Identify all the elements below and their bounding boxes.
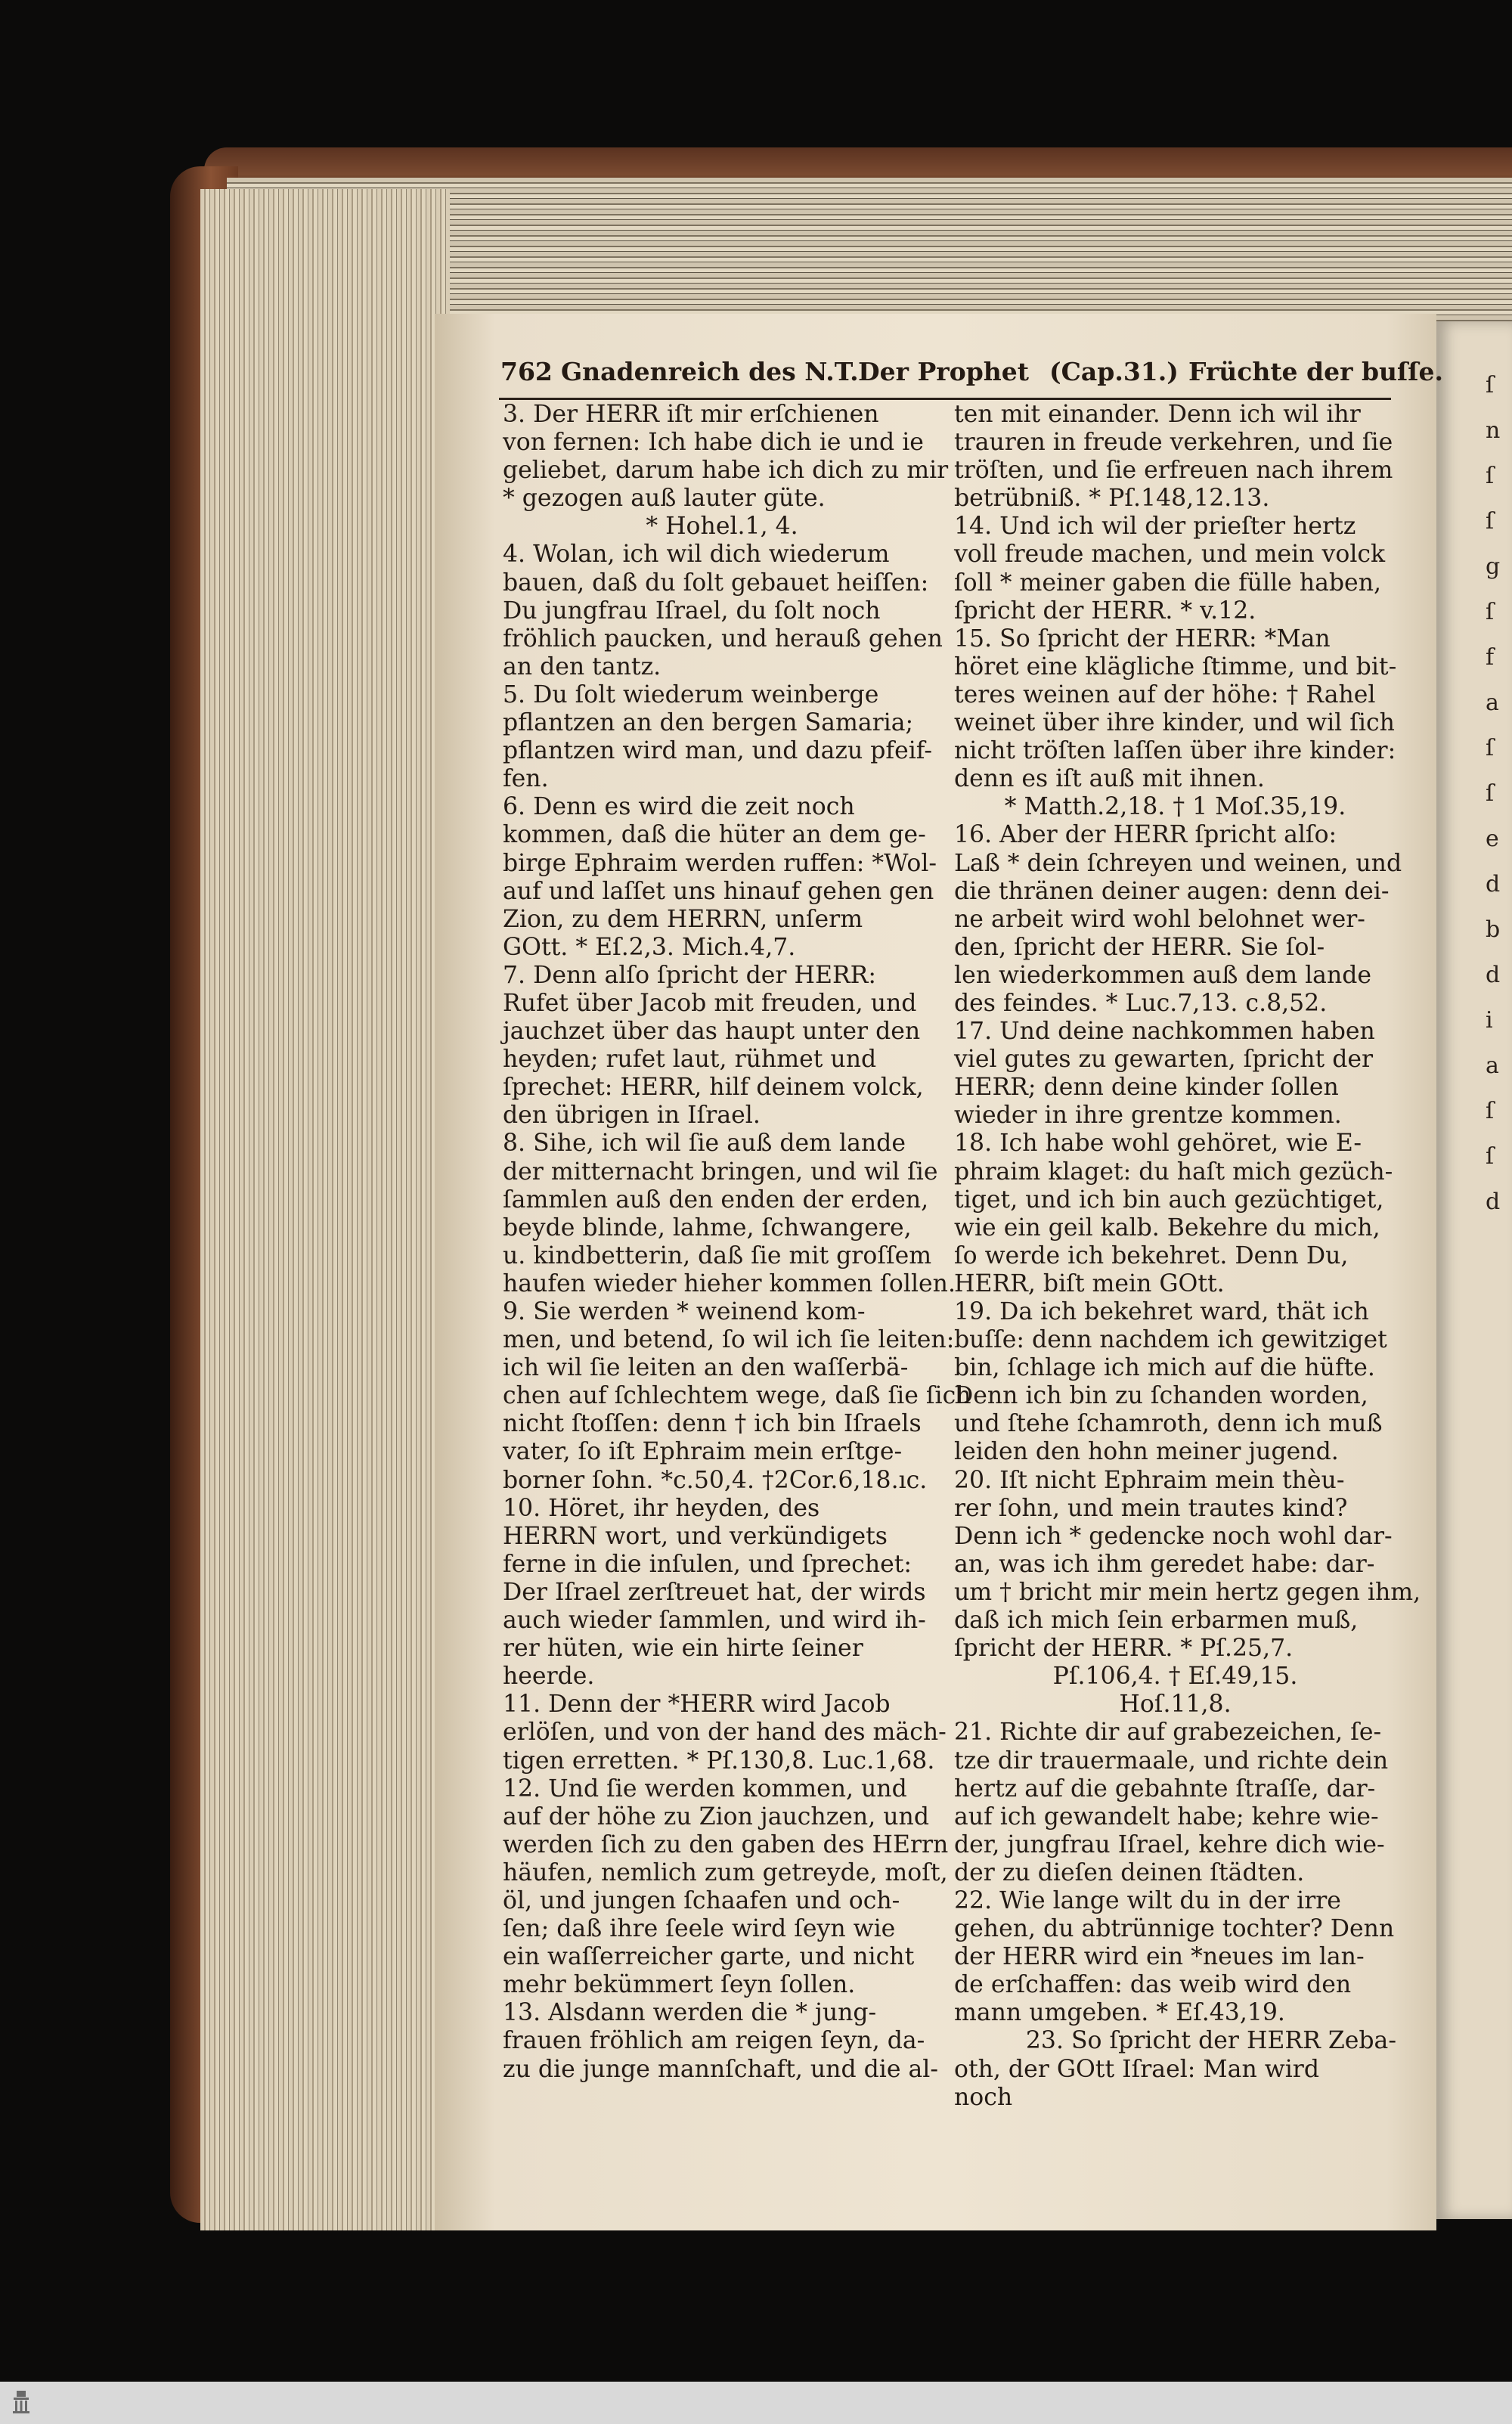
text-line: Hoſ.11,8. xyxy=(1119,1691,1232,1719)
margin-fragment: g xyxy=(1486,553,1501,580)
text-line: de erſchaffen: das weib wird den xyxy=(954,1971,1352,1999)
text-line: rer hüten, wie ein hirte ſeiner xyxy=(503,1635,863,1663)
text-line: 11. Denn der *HERR wird Jacob xyxy=(503,1691,891,1719)
margin-fragment: ſ xyxy=(1486,508,1495,535)
text-line: den, ſpricht der HERR. Sie ſol- xyxy=(954,933,1325,961)
text-line: von fernen: Ich habe dich ie und ie xyxy=(503,429,924,457)
text-line: phraim klaget: du haſt mich gezüch- xyxy=(954,1158,1393,1186)
text-line: 16. Aber der HERR ſpricht alſo: xyxy=(954,821,1337,849)
text-line: teres weinen auf der höhe: † Rahel xyxy=(954,680,1376,708)
text-line: fen. xyxy=(503,765,549,793)
text-line: 10. Höret, ihr heyden, des xyxy=(503,1494,820,1522)
text-line: * gezogen auß lauter güte. xyxy=(503,485,826,513)
text-line: 17. Und deine nachkommen haben xyxy=(954,1018,1375,1046)
text-line: len wiederkommen auß dem lande xyxy=(954,961,1372,989)
text-line: öl, und jungen ſchaafen und och- xyxy=(503,1886,900,1914)
text-line: ne arbeit wird wohl belohnet wer- xyxy=(954,905,1365,933)
text-line: heyden; rufet laut, rühmet und xyxy=(503,1046,877,1074)
text-line: der mitternacht bringen, und wil ſie xyxy=(503,1158,938,1186)
text-line: 23. So ſpricht der HERR Zeba- xyxy=(1025,2027,1396,2055)
text-line: viel gutes zu gewarten, ſpricht der xyxy=(954,1046,1374,1074)
text-line: HERR; denn deine kinder ſollen xyxy=(954,1074,1339,1102)
text-line: Du jungfrau Iſrael, du ſolt noch xyxy=(503,597,881,625)
margin-fragment: d xyxy=(1486,962,1501,988)
margin-fragment: ſ xyxy=(1486,599,1495,625)
text-line: Denn ich * gedencke noch wohl dar- xyxy=(954,1522,1393,1550)
text-line: 9. Sie werden * weinend kom- xyxy=(503,1298,866,1325)
text-line: den übrigen in Iſrael. xyxy=(503,1102,761,1130)
text-line: daß ich mich ſein erbarmen muß, xyxy=(954,1607,1359,1635)
text-line: frauen fröhlich am reigen ſeyn, da- xyxy=(503,2027,925,2055)
text-line: ſoll * meiner gaben die fülle haben, xyxy=(954,569,1382,597)
text-line: nicht ſtoſſen: denn † ich bin Iſraels xyxy=(503,1410,922,1438)
text-line: trauren in freude verkehren, und ſie xyxy=(954,429,1393,457)
margin-fragment: d xyxy=(1486,1189,1501,1215)
text-line: 3. Der HERR iſt mir erſchienen xyxy=(503,401,879,428)
text-line: 18. Ich habe wohl gehöret, wie E- xyxy=(954,1130,1362,1158)
text-line: vater, ſo iſt Ephraim mein erſtge- xyxy=(503,1438,903,1466)
text-line: ſprechet: HERR, hilf deinem volck, xyxy=(503,1074,924,1102)
text-line: und ſtehe ſchamroth, denn ich muß xyxy=(954,1410,1383,1438)
text-line: u. kindbetterin, daß ſie mit groſſem xyxy=(503,1241,932,1269)
margin-fragment: ſ xyxy=(1486,1098,1495,1124)
running-title-right: Früchte der buſſe. xyxy=(1188,357,1443,386)
running-title-left: Gnadenreich des N.T. xyxy=(561,357,859,386)
margin-fragment: a xyxy=(1486,1052,1499,1079)
viewer-bottom-bar xyxy=(0,2382,1512,2424)
page-number: 762 xyxy=(500,357,553,386)
text-line: Rufet über Jacob mit freuden, und xyxy=(503,989,917,1017)
text-line: ſo werde ich bekehret. Denn Du, xyxy=(954,1241,1349,1269)
text-line: tigen erretten. * Pſ.130,8. Luc.1,68. xyxy=(503,1747,935,1775)
margin-fragment: d xyxy=(1486,871,1501,897)
library-logo-icon xyxy=(6,2388,36,2421)
text-line: denn es iſt auß mit ihnen. xyxy=(954,765,1265,793)
text-line: 15. So ſpricht der HERR: *Man xyxy=(954,625,1331,652)
text-line: ſen; daß ihre ſeele wird ſeyn wie xyxy=(503,1915,896,1943)
text-line: fröhlich paucken, und herauß gehen xyxy=(503,625,943,652)
text-line: tröſten, und ſie erfreuen nach ihrem xyxy=(954,457,1393,485)
text-line: wie ein geil kalb. Bekehre du mich, xyxy=(954,1214,1380,1241)
text-line: 6. Denn es wird die zeit noch xyxy=(503,793,855,821)
text-line: men, und betend, ſo wil ich ſie leiten: xyxy=(503,1326,955,1354)
text-line: um † bricht mir mein hertz gegen ihm, xyxy=(954,1578,1421,1606)
text-line: mehr bekümmert ſeyn ſollen. xyxy=(503,1971,856,1999)
text-line: tiget, und ich bin auch gezüchtiget, xyxy=(954,1186,1384,1214)
text-line: pflantzen an den bergen Samaria; xyxy=(503,709,914,737)
text-line: ten mit einander. Denn ich wil ihr xyxy=(954,401,1361,428)
text-line: werden ſich zu den gaben des HErrn xyxy=(503,1830,949,1858)
text-line: 14. Und ich wil der prieſter hertz xyxy=(954,513,1356,541)
margin-fragment: ſ xyxy=(1486,735,1495,761)
margin-fragment: ſ xyxy=(1486,463,1495,489)
text-line: GOtt. * Eſ.2,3. Mich.4,7. xyxy=(503,933,796,961)
text-line: Zion, zu dem HERRN, unſerm xyxy=(503,905,863,933)
margin-fragment: a xyxy=(1486,690,1499,716)
margin-fragment: e xyxy=(1486,826,1499,852)
text-line: auf der höhe zu Zion jauchzen, und xyxy=(503,1803,929,1830)
text-line: 22. Wie lange wilt du in der irre xyxy=(954,1886,1341,1914)
text-line: an den tantz. xyxy=(503,652,662,680)
text-line: 12. Und ſie werden kommen, und xyxy=(503,1775,907,1803)
text-line: haufen wieder hieher kommen ſollen. xyxy=(503,1269,956,1297)
text-line: * Matth.2,18. † 1 Moſ.35,19. xyxy=(1004,793,1346,821)
text-line: beyde blinde, lahme, ſchwangere, xyxy=(503,1214,912,1241)
text-line: leiden den hohn meiner jugend. xyxy=(954,1438,1339,1466)
text-line: bin, ſchlage ich mich auf die hüfte. xyxy=(954,1354,1375,1382)
text-line: 19. Da ich bekehret ward, thät ich xyxy=(954,1298,1369,1325)
text-line: HERRN wort, und verkündigets xyxy=(503,1522,888,1550)
text-line: birge Ephraim werden ruffen: *Wol- xyxy=(503,849,937,877)
text-line: 4. Wolan, ich wil dich wiederum xyxy=(503,541,890,569)
margin-fragment: i xyxy=(1486,1007,1493,1034)
margin-fragment: ſ xyxy=(1486,372,1495,398)
text-line: die thränen deiner augen: denn dei- xyxy=(954,877,1390,905)
text-line: an, was ich ihm geredet habe: dar- xyxy=(954,1550,1375,1578)
text-line: 21. Richte dir auf grabezeichen, ſe- xyxy=(954,1719,1382,1747)
margin-fragment: f xyxy=(1486,644,1495,671)
text-line: ein waſſerreicher garte, und nicht xyxy=(503,1943,915,1971)
chapter-reference: (Cap.31.) xyxy=(1049,357,1179,386)
text-line: nicht tröſten laſſen über ihre kinder: xyxy=(954,737,1396,765)
text-line: kommen, daß die hüter an dem ge- xyxy=(503,821,926,849)
text-line: erlöſen, und von der hand des mäch- xyxy=(503,1719,947,1747)
text-line: auf ich gewandelt habe; kehre wie- xyxy=(954,1803,1379,1830)
text-line: auf und laſſet uns hinauf gehen gen xyxy=(503,877,934,905)
text-line: ſpricht der HERR. * Pſ.25,7. xyxy=(954,1635,1294,1663)
text-line: gehen, du abtrünnige tochter? Denn xyxy=(954,1915,1395,1943)
text-line: des feindes. * Luc.7,13. c.8,52. xyxy=(954,989,1328,1017)
text-line: voll freude machen, und mein volck xyxy=(954,541,1386,569)
margin-fragment: b xyxy=(1486,916,1501,943)
page-edges-left xyxy=(200,189,450,2230)
text-line: der zu dieſen deinen ſtädten. xyxy=(954,1858,1305,1886)
text-line: 7. Denn alſo ſpricht der HERR: xyxy=(503,961,876,989)
text-line: borner ſohn. *c.50,4. †2Cor.6,18.ıc. xyxy=(503,1466,928,1494)
text-line: buſſe: denn nachdem ich gewitziget xyxy=(954,1326,1387,1354)
text-line: bauen, daß du ſolt gebauet heiſſen: xyxy=(503,569,929,597)
text-line: oth, der GOtt Iſrael: Man wird xyxy=(954,2055,1320,2083)
text-line: auch wieder ſammlen, und wird ih- xyxy=(503,1607,926,1635)
margin-fragment: ſ xyxy=(1486,780,1495,807)
text-line: weinet über ihre kinder, und wil ſich xyxy=(954,709,1395,737)
text-line: hertz auf die gebahnte ſtraſſe, dar- xyxy=(954,1775,1376,1803)
text-line: höret eine klägliche ſtimme, und bit- xyxy=(954,652,1397,680)
text-line: ich wil ſie leiten an den waſſerbä- xyxy=(503,1354,909,1382)
text-line: rer ſohn, und mein trautes kind? xyxy=(954,1494,1348,1522)
text-line: wieder in ihre grentze kommen. xyxy=(954,1102,1342,1130)
text-line: geliebet, darum habe ich dich zu mir xyxy=(503,457,949,485)
text-line: ferne in die inſulen, und ſprechet: xyxy=(503,1550,912,1578)
text-line: 13. Alsdann werden die * jung- xyxy=(503,1999,877,2027)
text-line: häufen, nemlich zum getreyde, moſt, xyxy=(503,1858,948,1886)
text-line: pflantzen wird man, und dazu pfeif- xyxy=(503,737,932,765)
text-line: jauchzet über das haupt unter den xyxy=(503,1018,921,1046)
text-line: heerde. xyxy=(503,1663,595,1691)
margin-fragment: ſ xyxy=(1486,1143,1495,1170)
text-line: chen auf ſchlechtem wege, daß ſie ſich xyxy=(503,1382,971,1410)
text-line: ſpricht der HERR. * v.12. xyxy=(954,597,1256,625)
facing-page-margin-text xyxy=(1486,363,1512,1225)
text-line: der HERR wird ein *neues im lan- xyxy=(954,1943,1365,1971)
text-line: 8. Sihe, ich wil ſie auß dem lande xyxy=(503,1130,906,1158)
text-line: der, jungfrau Iſrael, kehre dich wie- xyxy=(954,1830,1385,1858)
text-line: mann umgeben. * Eſ.43,19. xyxy=(954,1999,1285,2027)
text-line: zu die junge mannſchaft, und die al- xyxy=(503,2055,939,2083)
text-line: 5. Du ſolt wiederum weinberge xyxy=(503,680,879,708)
text-line: Pſ.106,4. † Eſ.49,15. xyxy=(1052,1663,1298,1691)
text-line: Denn ich bin zu ſchanden worden, xyxy=(954,1382,1368,1410)
text-column-left xyxy=(503,401,971,2084)
running-title-center: Der Prophet xyxy=(858,357,1030,386)
running-header xyxy=(499,355,1443,400)
text-line: Der Iſrael zerſtreuet hat, der wirds xyxy=(503,1578,926,1606)
text-line: tze dir trauermaale, und richte dein xyxy=(954,1747,1389,1775)
text-line: noch xyxy=(954,2083,1013,2111)
text-line: * Hohel.1, 4. xyxy=(646,513,798,541)
text-column-right xyxy=(954,401,1421,2112)
text-line: ſammlen auß den enden der erden, xyxy=(503,1186,929,1214)
text-line: Laß * dein ſchreyen und weinen, und xyxy=(954,849,1402,877)
margin-fragment: n xyxy=(1486,417,1501,444)
text-line: HERR, biſt mein GOtt. xyxy=(954,1269,1225,1297)
text-line: betrübniß. * Pſ.148,12.13. xyxy=(954,485,1270,513)
text-line: 20. Iſt nicht Ephraim mein thèu- xyxy=(954,1466,1345,1494)
